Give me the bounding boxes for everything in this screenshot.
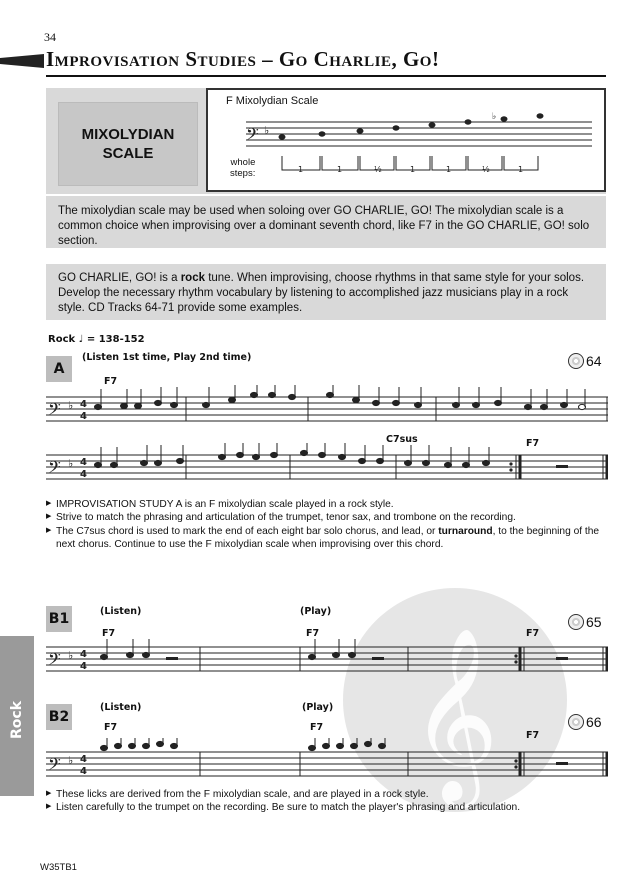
step-value: ½ <box>482 165 490 174</box>
study-b1-track: 65 <box>568 614 602 630</box>
step-value: ½ <box>374 165 382 174</box>
study-a-notes <box>46 498 606 551</box>
study-b2-staff <box>46 738 608 780</box>
study-a-staff-2 <box>46 443 608 483</box>
scale-staff <box>210 108 600 188</box>
chord-symbol: F7 <box>102 628 116 639</box>
study-b-note: ▶ Listen carefully to the trumpet on the recording. Be sure to match the player's phrasing and articulation. <box>46 801 606 814</box>
flat-accidental-icon: ♭ <box>492 112 497 122</box>
study-a-note: ▶ The C7sus chord is used to mark the end of each eight bar solo chorus, and lead, or turnaround, to the beginning of the next chorus. Continue to use the F mixolydian scale when improvising over this chord. <box>46 525 606 552</box>
cd-icon <box>568 714 584 730</box>
study-a-note: ▶ Strive to match the phrasing and articulation of the trumpet, tenor sax, and trombone on the recording. <box>46 511 606 524</box>
page-number: 34 <box>44 30 56 44</box>
study-b1-play: (Play) <box>300 606 332 617</box>
scale-notes <box>279 113 544 139</box>
study-b1-listen: (Listen) <box>100 606 142 617</box>
chord-symbol: F7 <box>104 376 118 387</box>
time-signature: 4 <box>80 661 87 672</box>
study-a-staff-1 <box>46 385 608 425</box>
mixolydian-description: The mixolydian scale may be used when soloing over GO CHARLIE, GO! The mixolydian scale is a common choice when improvising over a dominant seventh chord, like F7 in the GO CHARLIE, GO! solo section. <box>46 196 606 248</box>
scale-label-line1: MIXOLYDIAN <box>81 125 175 143</box>
rest-icon <box>372 657 384 660</box>
chord-symbol: F7 <box>306 628 320 639</box>
tempo-marking: Rock ♩ = 138-152 <box>48 334 145 345</box>
title-arrow-decoration <box>0 54 44 68</box>
chord-symbol: F7 <box>526 438 540 449</box>
study-b1-letter: B1 <box>46 606 72 632</box>
whole-steps-label: whole steps: <box>230 157 256 179</box>
scale-note <box>279 134 286 139</box>
chord-symbol: F7 <box>526 628 540 639</box>
study-a-letter: A <box>46 356 72 382</box>
chord-symbol: C7sus <box>386 434 418 445</box>
time-signature: 4 <box>80 399 87 410</box>
scale-note <box>393 125 400 130</box>
svg-text:𝄞: 𝄞 <box>410 627 499 801</box>
flat-key-signature-icon: ♭ <box>68 399 74 412</box>
study-b2-play: (Play) <box>302 702 334 713</box>
scale-note <box>319 131 326 136</box>
rest-icon <box>556 465 568 468</box>
step-value: 1 <box>337 165 343 174</box>
scale-note <box>537 113 544 118</box>
rest-icon <box>166 657 178 660</box>
study-a-direction: (Listen 1st time, Play 2nd time) <box>82 352 252 363</box>
cd-icon <box>568 614 584 630</box>
bass-clef-icon: 𝄢 <box>48 754 61 778</box>
step-value: 1 <box>410 165 416 174</box>
rock-style-description: GO CHARLIE, GO! is a rock tune. When improvising, choose rhythms in that same style for your solos. Develop the necessary rhythm vocabulary by listening to accomplished jazz musicians play in a rock style. CD Tracks 64-71 provide some examples. <box>46 264 606 320</box>
study-b2-track: 66 <box>568 714 602 730</box>
step-value: 1 <box>446 165 452 174</box>
time-signature: 4 <box>80 766 87 777</box>
rest-icon <box>556 762 568 765</box>
chord-symbol: F7 <box>526 730 540 741</box>
time-signature: 4 <box>80 411 87 422</box>
bass-clef-icon: 𝄢 <box>48 649 61 673</box>
bass-clef-icon: 𝄢 <box>246 124 259 148</box>
scale-label-box <box>58 102 198 186</box>
title-rule <box>46 75 606 77</box>
treble-clef-watermark <box>340 585 570 815</box>
scale-label-line2: SCALE <box>102 145 154 162</box>
flat-key-signature-icon: ♭ <box>68 754 74 767</box>
scale-note <box>357 128 364 133</box>
time-signature: 4 <box>80 649 87 660</box>
study-b2-letter: B2 <box>46 704 72 730</box>
time-signature: 4 <box>80 469 87 480</box>
scale-note <box>465 119 472 124</box>
footer-code: W35TB1 <box>40 862 77 873</box>
study-a-track: 64 <box>568 353 602 369</box>
study-b-notes <box>46 788 606 815</box>
chord-symbol: F7 <box>310 722 324 733</box>
chord-symbol: F7 <box>104 722 118 733</box>
flat-key-signature-icon: ♭ <box>68 649 74 662</box>
bass-clef-icon: 𝄢 <box>48 457 61 481</box>
study-b1-staff <box>46 635 608 675</box>
step-value: 1 <box>298 165 304 174</box>
step-value: 1 <box>518 165 524 174</box>
scale-note <box>429 122 436 127</box>
study-b2-listen: (Listen) <box>100 702 142 713</box>
time-signature: 4 <box>80 754 87 765</box>
flat-key-signature-icon: ♭ <box>264 124 270 137</box>
cd-icon <box>568 353 584 369</box>
rest-icon <box>556 657 568 660</box>
scale-name: F Mixolydian Scale <box>226 95 319 107</box>
page-title: Improvisation Studies – Go Charlie, Go! <box>46 47 440 71</box>
study-b-note: ▶ These licks are derived from the F mixolydian scale, and are played in a rock style. <box>46 788 606 801</box>
flat-key-signature-icon: ♭ <box>68 457 74 470</box>
time-signature: 4 <box>80 457 87 468</box>
scale-note <box>501 116 508 121</box>
side-tab-label: Rock <box>9 700 26 740</box>
study-a-note: ▶ IMPROVISATION STUDY A is an F mixolydian scale played in a rock style. <box>46 498 606 511</box>
bass-clef-icon: 𝄢 <box>48 399 61 423</box>
